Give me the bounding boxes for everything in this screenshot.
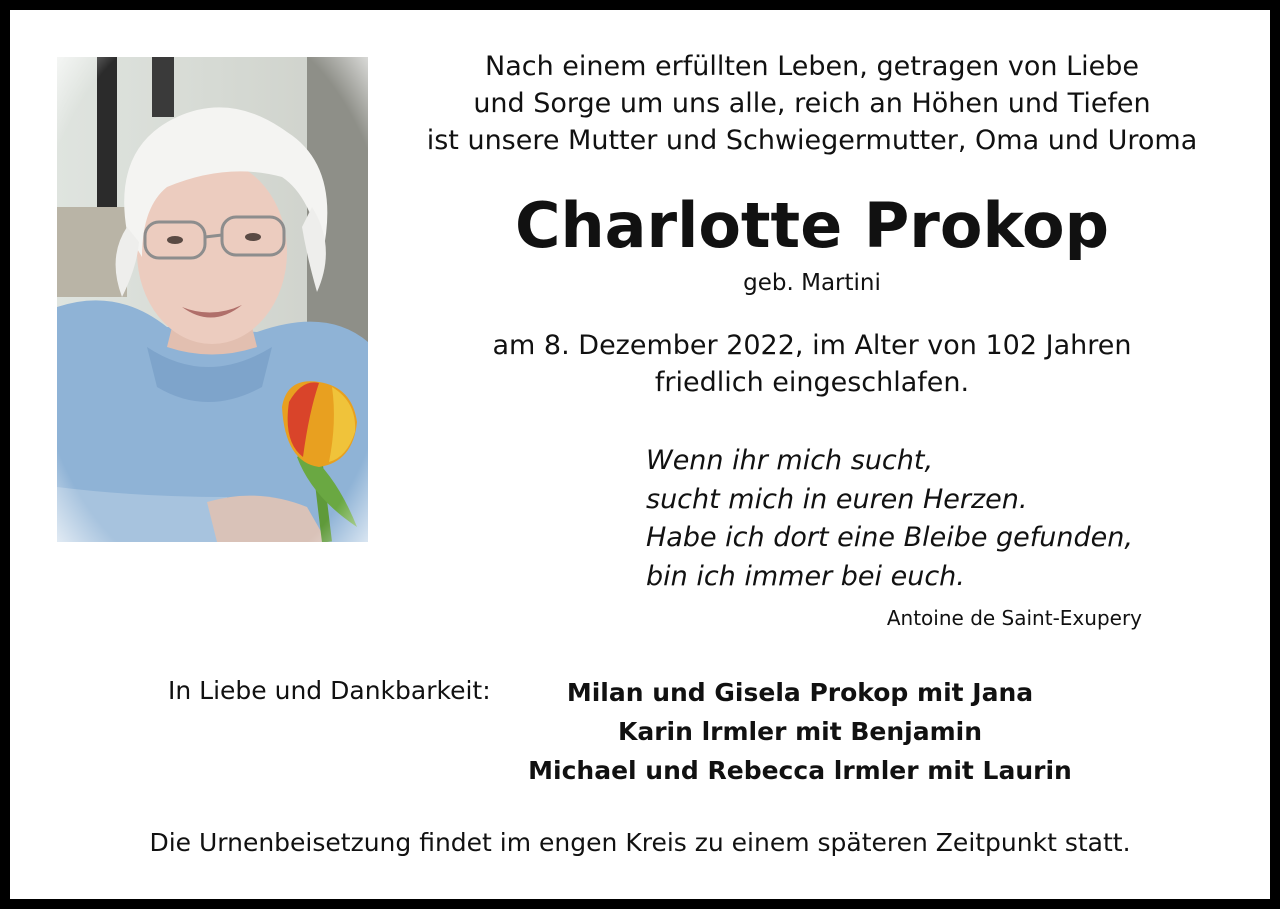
family-member: Karin lrmler mit Benjamin <box>617 717 983 746</box>
poem-line: Wenn ihr mich sucht, <box>646 445 934 476</box>
portrait-photo <box>57 57 368 542</box>
family-list <box>480 673 1120 790</box>
obituary-card <box>10 10 1270 899</box>
intro-text <box>402 48 1222 159</box>
burial-notice: Die Urnenbeisetzung findet im engen Kreis zu einem späteren Zeitpunkt statt. <box>149 828 1131 857</box>
family-member: Milan und Gisela Prokop mit Jana <box>566 678 1034 707</box>
family-member: Michael und Rebecca lrmler mit Laurin <box>528 756 1072 785</box>
poem-line: bin ich immer bei euch. <box>646 560 965 592</box>
intro-line: und Sorge um uns alle, reich an Höhen und Tiefen <box>473 88 1151 119</box>
poem-line: sucht mich in euren Herzen. <box>646 483 1028 515</box>
thanks-label: In Liebe und Dankbarkeit: <box>168 676 491 705</box>
poem-author: Antoine de Saint-Exupery <box>886 606 1142 630</box>
intro-line: ist unsere Mutter und Schwiegermutter, Oma und Uroma <box>426 125 1198 156</box>
poem <box>646 442 1166 596</box>
death-notice <box>402 327 1222 401</box>
deceased-name: Charlotte Prokop <box>515 189 1109 262</box>
birth-name: geb. Martini <box>743 270 881 296</box>
poem-line: Habe ich dort eine Bleibe gefunden, <box>646 522 1133 553</box>
portrait-image <box>57 57 368 542</box>
intro-line: Nach einem erfüllten Leben, getragen von Liebe <box>485 51 1139 82</box>
death-line: am 8. Dezember 2022, im Alter von 102 Jahren <box>492 330 1132 361</box>
death-line: friedlich eingeschlafen. <box>654 367 970 398</box>
